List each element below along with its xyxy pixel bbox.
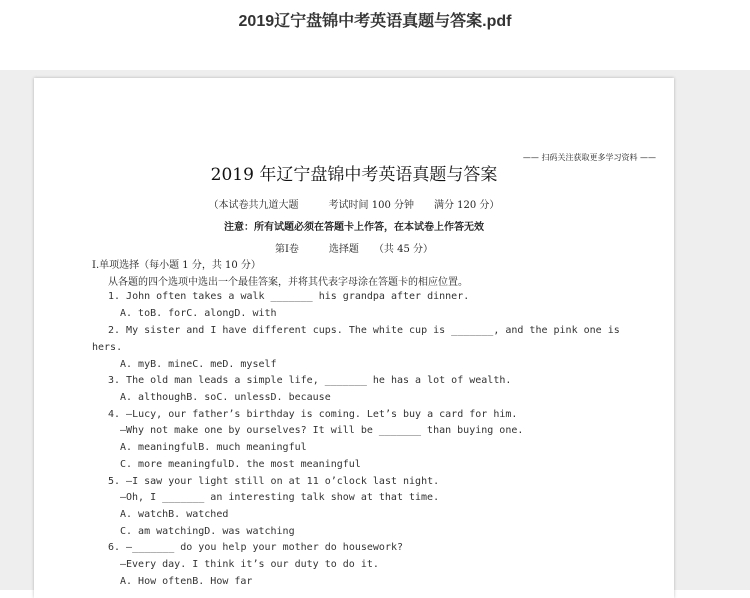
pdf-page: [34, 78, 674, 598]
question-2-continued: hers.: [92, 342, 123, 353]
page-title: 2019 年辽宁盘锦中考英语真题与答案: [210, 165, 498, 185]
question-4: 4. —Lucy, our father’s birthday is coming. Let’s buy a card for him.: [108, 409, 518, 420]
volume-heading: 第Ⅰ卷 选择题 （共 45 分）: [274, 244, 434, 255]
question-6-reply: —Every day. I think it’s our duty to do it.: [120, 559, 379, 570]
question-6-options-a: A. How oftenB. How far: [120, 576, 253, 587]
question-6: 6. —_______ do you help your mother do housework?: [108, 542, 404, 553]
question-2-options: A. myB. mineC. meD. myself: [120, 359, 277, 370]
question-5: 5. —I saw your light still on at 11 o’clock last night.: [108, 476, 440, 487]
question-5-options-c: C. am watchingD. was watching: [120, 526, 295, 537]
qr-note: —— 扫码关注获取更多学习资料 ——: [522, 153, 656, 162]
question-5-options-a: A. watchB. watched: [120, 509, 229, 520]
question-4-reply: —Why not make one by ourselves? It will be _______ than buying one.: [120, 425, 524, 436]
question-1-options: A. toB. forC. alongD. with: [120, 308, 277, 319]
title-bar: [0, 0, 750, 70]
question-4-options-a: A. meaningfulB. much meaningful: [120, 442, 307, 453]
section-heading: Ⅰ.单项选择（每小题 1 分，共 10 分）: [92, 260, 261, 271]
question-2: 2. My sister and I have different cups. The white cup is _______, and the pink one is: [108, 325, 620, 336]
question-4-options-c: C. more meaningfulD. the most meaningful: [120, 459, 361, 470]
exam-notice: 注意：所有试题必须在答题卡上作答，在本试卷上作答无效: [224, 222, 484, 233]
section-instruction: 从各题的四个选项中选出一个最佳答案，并将其代表字母涂在答题卡的相应位置。: [108, 277, 468, 288]
question-3-options: A. althoughB. soC. unlessD. because: [120, 392, 331, 403]
question-5-reply: —Oh, I _______ an interesting talk show at that time.: [120, 492, 440, 503]
document-filename: 2019辽宁盘锦中考英语真题与答案.pdf: [238, 13, 512, 30]
exam-info: （本试卷共九道大题 考试时间 100 分钟 满分 120 分）: [208, 200, 500, 211]
question-1: 1. John often takes a walk _______ his grandpa after dinner.: [108, 291, 470, 302]
question-3: 3. The old man leads a simple life, _______ he has a lot of wealth.: [108, 375, 512, 386]
